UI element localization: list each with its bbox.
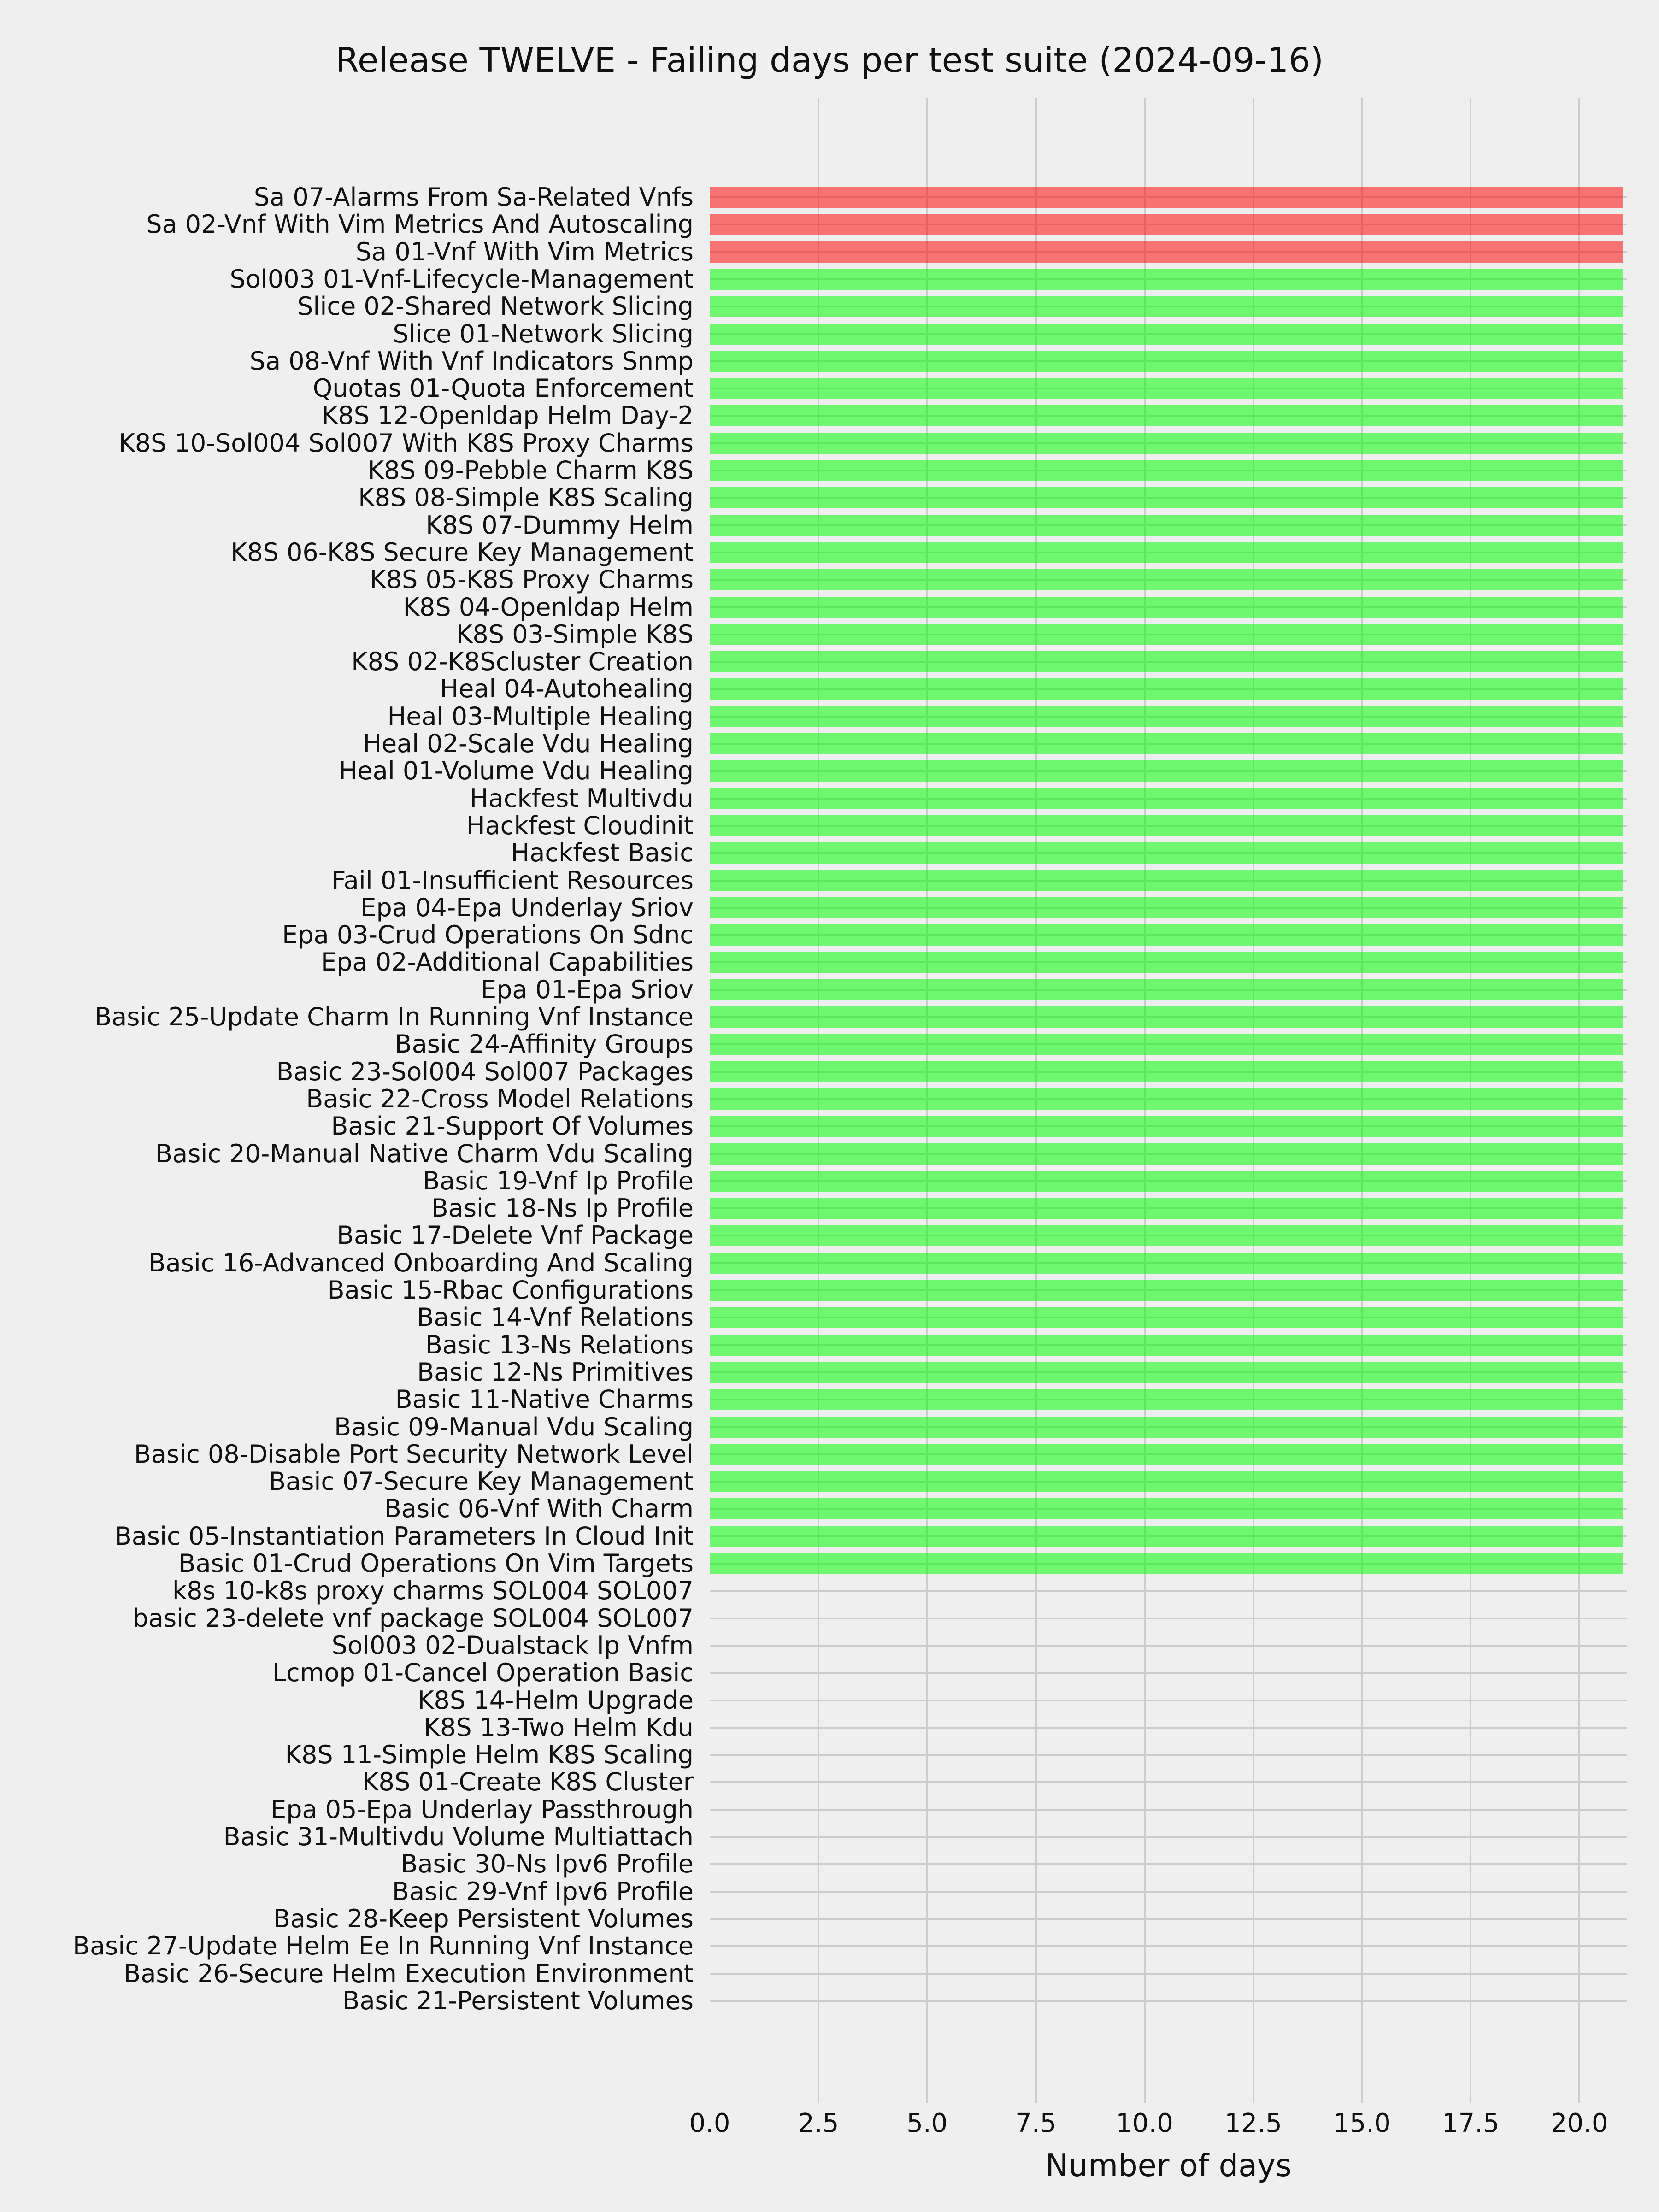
y-tick-label: Epa 01-Epa Sriov: [481, 975, 694, 1004]
y-tick-label: Basic 15-Rbac Configurations: [327, 1276, 694, 1305]
h-gridline: [710, 1645, 1627, 1647]
h-gridline: [710, 1945, 1627, 1947]
y-tick-label: Heal 02-Scale Vdu Healing: [363, 729, 694, 758]
y-tick-label: K8S 05-K8S Proxy Charms: [370, 565, 694, 594]
bar: [710, 378, 1623, 399]
y-tick-label: K8S 09-Pebble Charm K8S: [367, 456, 694, 485]
y-tick-label: k8s 10-k8s proxy charms SOL004 SOL007: [172, 1576, 694, 1606]
y-tick-label: Sol003 02-Dualstack Ip Vnfm: [331, 1630, 694, 1660]
bar: [710, 870, 1623, 891]
bar: [710, 1553, 1623, 1574]
y-tick-label: K8S 14-Helm Upgrade: [418, 1685, 694, 1715]
bar: [710, 1526, 1623, 1547]
y-tick-label: K8S 04-Openldap Helm: [403, 592, 694, 622]
x-tick-label: 0.0: [689, 2108, 730, 2138]
y-tick-label: Sa 08-Vnf With Vnf Indicators Snmp: [249, 346, 694, 376]
h-gridline: [710, 1618, 1627, 1619]
bar: [710, 651, 1623, 672]
h-gridline: [710, 2000, 1627, 2002]
h-gridline: [710, 1590, 1627, 1592]
y-tick-label: Basic 29-Vnf Ipv6 Profile: [392, 1877, 694, 1906]
bar: [710, 214, 1623, 235]
x-axis-title: Number of days: [1045, 2147, 1292, 2183]
y-tick-label: Slice 01-Network Slicing: [393, 319, 694, 348]
bar: [710, 1335, 1623, 1356]
y-tick-label: Epa 02-Additional Capabilities: [321, 947, 694, 977]
y-tick-label: Sa 07-Alarms From Sa-Related Vnfs: [253, 182, 694, 212]
bar: [710, 897, 1623, 918]
h-gridline: [710, 1781, 1627, 1783]
y-tick-label: Sa 02-Vnf With Vim Metrics And Autoscaling: [146, 210, 694, 239]
x-tick-label: 7.5: [1015, 2108, 1057, 2138]
h-gridline: [710, 1891, 1627, 1893]
y-tick-label: Heal 03-Multiple Healing: [387, 701, 694, 731]
plot-area: [710, 98, 1627, 2103]
bar: [710, 952, 1623, 973]
bar: [710, 1116, 1623, 1137]
bar: [710, 433, 1623, 454]
y-tick-label: Basic 07-Secure Key Management: [269, 1467, 694, 1496]
bar: [710, 1143, 1623, 1165]
bar: [710, 1061, 1623, 1082]
x-tick-label: 10.0: [1116, 2108, 1173, 2138]
bar: [710, 460, 1623, 481]
x-tick-label: 5.0: [906, 2108, 948, 2138]
y-tick-label: Hackfest Multivdu: [470, 783, 694, 813]
y-tick-label: Quotas 01-Quota Enforcement: [312, 374, 694, 403]
bar: [710, 1307, 1623, 1328]
bar: [710, 187, 1623, 208]
bar: [710, 678, 1623, 700]
y-tick-label: basic 23-delete vnf package SOL004 SOL007: [132, 1603, 694, 1633]
y-tick-label: Basic 18-Ns Ip Profile: [431, 1194, 694, 1223]
y-tick-label: Basic 31-Multivdu Volume Multiattach: [223, 1822, 694, 1851]
y-tick-label: Basic 13-Ns Relations: [425, 1330, 694, 1359]
bar: [710, 569, 1623, 590]
y-tick-label: K8S 03-Simple K8S: [456, 619, 694, 649]
bar: [710, 1280, 1623, 1301]
h-gridline: [710, 1700, 1627, 1701]
bar: [710, 296, 1623, 317]
bar: [710, 269, 1623, 290]
bar: [710, 924, 1623, 946]
y-tick-label: Heal 04-Autohealing: [440, 674, 694, 704]
bar: [710, 706, 1623, 727]
y-tick-label: Basic 05-Instantiation Parameters In Cloud Init: [114, 1521, 694, 1551]
y-tick-label: K8S 07-Dummy Helm: [426, 510, 694, 540]
x-tick-label: 20.0: [1550, 2108, 1608, 2138]
y-tick-label: K8S 10-Sol004 Sol007 With K8S Proxy Charms: [118, 428, 694, 458]
y-tick-label: Basic 28-Keep Persistent Volumes: [273, 1904, 694, 1933]
bar: [710, 760, 1623, 782]
y-tick-label: K8S 11-Simple Helm K8S Scaling: [285, 1740, 694, 1770]
y-tick-label: Sol003 01-Vnf-Lifecycle-Management: [229, 264, 694, 294]
y-tick-label: Basic 17-Delete Vnf Package: [336, 1221, 694, 1250]
y-tick-label: Basic 24-Affinity Groups: [394, 1030, 694, 1059]
y-tick-label: Basic 25-Update Charm In Running Vnf Instance: [94, 1002, 694, 1031]
x-tick-label: 17.5: [1441, 2108, 1500, 2138]
bar: [710, 542, 1623, 563]
h-gridline: [710, 1727, 1627, 1729]
y-tick-label: Basic 30-Ns Ipv6 Profile: [400, 1849, 694, 1879]
h-gridline: [710, 1973, 1627, 1975]
y-tick-label: Basic 09-Manual Vdu Scaling: [334, 1412, 694, 1441]
y-tick-label: Basic 06-Vnf With Charm: [384, 1494, 694, 1524]
bar: [710, 405, 1623, 426]
bar: [710, 842, 1623, 864]
y-tick-label: Heal 01-Volume Vdu Healing: [338, 756, 694, 786]
x-tick-label: 2.5: [798, 2108, 839, 2138]
bar: [710, 597, 1623, 618]
y-tick-label: Basic 22-Cross Model Relations: [306, 1084, 694, 1113]
bar: [710, 1417, 1623, 1438]
bar: [710, 1389, 1623, 1410]
y-tick-label: Basic 12-Ns Primitives: [417, 1357, 694, 1387]
bar: [710, 979, 1623, 1000]
bar: [710, 1088, 1623, 1110]
x-axis-ticks: [0, 2108, 1659, 2141]
x-tick-label: 15.0: [1333, 2108, 1391, 2138]
y-tick-label: Basic 14-Vnf Relations: [417, 1303, 694, 1332]
y-tick-label: Basic 20-Manual Native Charm Vdu Scaling: [155, 1139, 694, 1168]
bar: [710, 1171, 1623, 1192]
bar: [710, 733, 1623, 754]
bar: [710, 1198, 1623, 1219]
h-gridline: [710, 1863, 1627, 1865]
y-tick-label: Basic 26-Secure Helm Execution Environment: [124, 1959, 694, 1988]
y-tick-label: Fail 01-Insufficient Resources: [331, 865, 694, 895]
bar: [710, 1471, 1623, 1492]
chart-title: Release TWELVE - Failing days per test suite (2024-09-16): [335, 41, 1324, 80]
h-gridline: [710, 1672, 1627, 1674]
bar: [710, 1362, 1623, 1383]
y-tick-label: Basic 21-Support Of Volumes: [331, 1112, 694, 1141]
bar: [710, 351, 1623, 372]
y-tick-label: Basic 16-Advanced Onboarding And Scaling: [148, 1248, 694, 1277]
y-tick-label: K8S 06-K8S Secure Key Management: [230, 537, 694, 567]
y-tick-label: Slice 02-Shared Network Slicing: [297, 292, 694, 321]
y-axis-labels: [0, 98, 694, 2103]
y-tick-label: Epa 04-Epa Underlay Sriov: [360, 893, 694, 922]
bar: [710, 624, 1623, 645]
bar: [710, 1006, 1623, 1028]
y-tick-label: Basic 21-Persistent Volumes: [342, 1986, 694, 2015]
y-tick-label: Basic 08-Disable Port Security Network Level: [134, 1439, 694, 1469]
y-tick-label: K8S 12-Openldap Helm Day-2: [321, 401, 694, 430]
bar: [710, 1225, 1623, 1246]
h-gridline: [710, 1836, 1627, 1838]
bar: [710, 515, 1623, 536]
h-gridline: [710, 1918, 1627, 1920]
y-tick-label: Epa 03-Crud Operations On Sdnc: [282, 920, 694, 950]
y-tick-label: K8S 01-Create K8S Cluster: [362, 1767, 694, 1797]
y-tick-label: Basic 19-Vnf Ip Profile: [423, 1166, 694, 1195]
y-tick-label: Basic 11-Native Charms: [395, 1385, 694, 1414]
bar: [710, 1253, 1623, 1274]
y-tick-label: K8S 02-K8Scluster Creation: [351, 647, 694, 677]
bar: [710, 1034, 1623, 1055]
y-tick-label: Basic 23-Sol004 Sol007 Packages: [276, 1057, 694, 1086]
x-tick-label: 12.5: [1224, 2108, 1282, 2138]
h-gridline: [710, 1754, 1627, 1756]
y-tick-label: Hackfest Basic: [511, 838, 694, 868]
bar: [710, 241, 1623, 263]
h-gridline: [710, 1809, 1627, 1811]
y-tick-label: K8S 13-Two Helm Kdu: [424, 1712, 694, 1742]
bar: [710, 1498, 1623, 1519]
y-tick-label: Epa 05-Epa Underlay Passthrough: [271, 1794, 694, 1824]
y-tick-label: K8S 08-Simple K8S Scaling: [358, 483, 694, 512]
bar: [710, 1444, 1623, 1465]
bar: [710, 487, 1623, 508]
bar: [710, 788, 1623, 809]
bar: [710, 815, 1623, 836]
y-tick-label: Basic 27-Update Helm Ee In Running Vnf Instance: [73, 1931, 694, 1961]
y-tick-label: Lcmop 01-Cancel Operation Basic: [272, 1658, 694, 1688]
y-tick-label: Sa 01-Vnf With Vim Metrics: [355, 237, 694, 266]
y-tick-label: Basic 01-Crud Operations On Vim Targets: [178, 1549, 694, 1578]
bar: [710, 324, 1623, 345]
y-tick-label: Hackfest Cloudinit: [466, 811, 694, 840]
